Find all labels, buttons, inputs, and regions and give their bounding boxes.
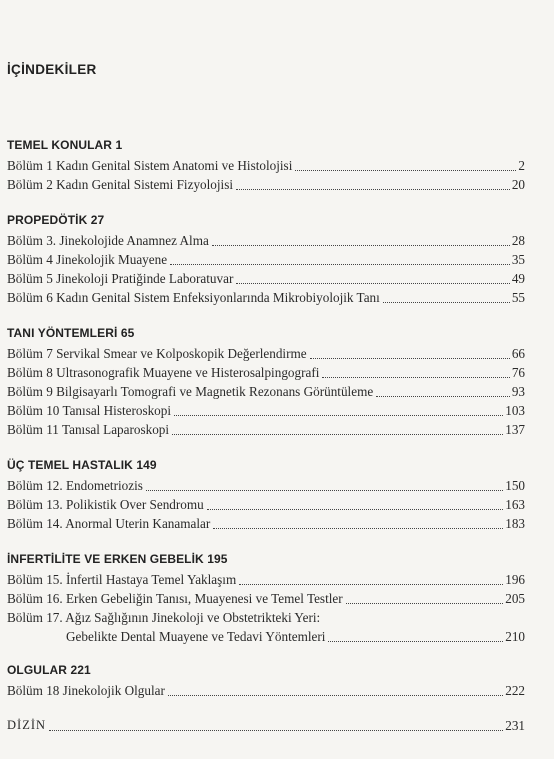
toc-entry-page: 222	[505, 683, 525, 698]
section-heading-propedotik: PROPEDÖTİK 27	[7, 213, 105, 227]
toc-entry-page: 196	[505, 572, 525, 587]
dot-leader	[236, 188, 510, 190]
toc-entry-label: Bölüm 15. İnfertil Hastaya Temel Yaklaşım	[7, 572, 237, 587]
toc-entry-page: 55	[511, 290, 525, 305]
toc-entry-label: Bölüm 18 Jinekolojik Olgular	[7, 683, 165, 698]
toc-entry-index[interactable]	[7, 716, 525, 735]
toc-entry-label: Bölüm 4 Jinekolojik Muayene	[7, 252, 168, 267]
toc-entry-label: Bölüm 6 Kadın Genital Sistem Enfeksiyonlarında Mikrobiyolojik Tanı	[7, 290, 380, 305]
toc-entry-label: Bölüm 10 Tanısal Histeroskopi	[7, 403, 172, 418]
toc-entry-label: Bölüm 16. Erken Gebeliğin Tanısı, Muayenesi ve Temel Testler	[7, 591, 343, 606]
toc-entry-page: 103	[505, 403, 525, 418]
toc-entry-page: 231	[505, 718, 525, 733]
dot-leader	[207, 508, 504, 510]
toc-entry-page: 210	[505, 629, 525, 644]
toc-entry-label: Bölüm 17. Ağız Sağlığının Jinekoloji ve Obstetrikteki Yeri:	[7, 610, 321, 625]
toc-entry-page: 150	[505, 478, 525, 493]
toc-entry-first-line[interactable]	[7, 608, 525, 627]
toc-entry[interactable]	[7, 420, 525, 439]
dot-leader	[310, 357, 510, 359]
toc-entry[interactable]	[7, 288, 525, 307]
toc-entry[interactable]	[7, 681, 525, 700]
dot-leader	[49, 729, 503, 731]
toc-entry-page: 66	[511, 346, 525, 361]
section-heading-infertilite: İNFERTİLİTE VE ERKEN GEBELİK 195	[7, 552, 228, 566]
toc-entry-label: Bölüm 1 Kadın Genital Sistem Anatomi ve Histolojisi	[7, 158, 293, 173]
dot-leader	[346, 602, 504, 604]
toc-entry[interactable]	[7, 231, 525, 250]
toc-entry[interactable]	[7, 514, 525, 533]
toc-entry[interactable]	[7, 156, 525, 175]
toc-entry[interactable]	[7, 476, 525, 495]
dot-leader	[239, 583, 503, 585]
dot-leader	[212, 244, 510, 246]
toc-entry-page: 137	[505, 422, 525, 437]
dot-leader	[328, 640, 503, 642]
toc-entry-label: Bölüm 11 Tanısal Laparoskopi	[7, 422, 170, 437]
dot-leader	[295, 169, 516, 171]
toc-entry-label: Bölüm 9 Bilgisayarlı Tomografi ve Magnetik Rezonans Görüntüleme	[7, 384, 374, 399]
toc-entry-label: DİZİN	[7, 718, 47, 732]
dot-leader	[213, 527, 503, 529]
toc-entry[interactable]	[7, 175, 525, 194]
dot-leader	[376, 395, 510, 397]
toc-entry-label: Bölüm 12. Endometriozis	[7, 478, 143, 493]
toc-entry-label: Bölüm 5 Jinekoloji Pratiğinde Laboratuvar	[7, 271, 234, 286]
toc-entry-page: 49	[511, 271, 525, 286]
section-heading-tani-yontemleri: TANI YÖNTEMLERİ 65	[7, 326, 135, 340]
toc-entry-page: 28	[511, 233, 525, 248]
dot-leader	[146, 489, 503, 491]
toc-entry-page: 183	[505, 516, 525, 531]
dot-leader	[172, 433, 503, 435]
dot-leader	[170, 263, 510, 265]
toc-entry-label: Bölüm 3. Jinekolojide Anamnez Alma	[7, 233, 209, 248]
toc-entry-page: 93	[511, 384, 525, 399]
page-title: İÇİNDEKİLER	[7, 62, 97, 77]
toc-entry-page: 20	[511, 177, 525, 192]
toc-entry-page: 35	[511, 252, 525, 267]
dot-leader	[168, 694, 503, 696]
toc-entry[interactable]	[7, 344, 525, 363]
dot-leader	[174, 414, 503, 416]
dot-leader	[383, 301, 510, 303]
toc-entry[interactable]	[7, 382, 525, 401]
toc-entry[interactable]	[7, 363, 525, 382]
toc-entry-label: Bölüm 13. Polikistik Over Sendromu	[7, 497, 204, 512]
toc-entry-label: Bölüm 8 Ultrasonografik Muayene ve Histerosalpingografi	[7, 365, 320, 380]
section-heading-temel-konular: TEMEL KONULAR 1	[7, 138, 123, 152]
toc-entry-page: 205	[505, 591, 525, 606]
toc-entry-label: Bölüm 7 Servikal Smear ve Kolposkopik Değerlendirme	[7, 346, 307, 361]
dot-leader	[236, 282, 509, 284]
dot-leader	[322, 376, 509, 378]
toc-entry[interactable]	[7, 250, 525, 269]
toc-entry[interactable]	[7, 269, 525, 288]
toc-entry[interactable]	[7, 401, 525, 420]
toc-entry-page: 76	[511, 365, 525, 380]
toc-entry-label-continuation: Gebelikte Dental Muayene ve Tedavi Yöntemleri	[66, 629, 326, 644]
section-heading-uc-temel-hastalik: ÜÇ TEMEL HASTALIK 149	[7, 458, 157, 472]
section-heading-olgular: OLGULAR 221	[7, 663, 91, 677]
toc-entry[interactable]	[7, 589, 525, 608]
toc-entry-page: 2	[518, 158, 525, 173]
toc-entry-label: Bölüm 2 Kadın Genital Sistemi Fizyolojisi	[7, 177, 234, 192]
toc-entry-label: Bölüm 14. Anormal Uterin Kanamalar	[7, 516, 211, 531]
toc-entry-page: 163	[505, 497, 525, 512]
toc-entry[interactable]	[7, 570, 525, 589]
toc-entry-continuation[interactable]	[66, 627, 525, 646]
toc-entry[interactable]	[7, 495, 525, 514]
